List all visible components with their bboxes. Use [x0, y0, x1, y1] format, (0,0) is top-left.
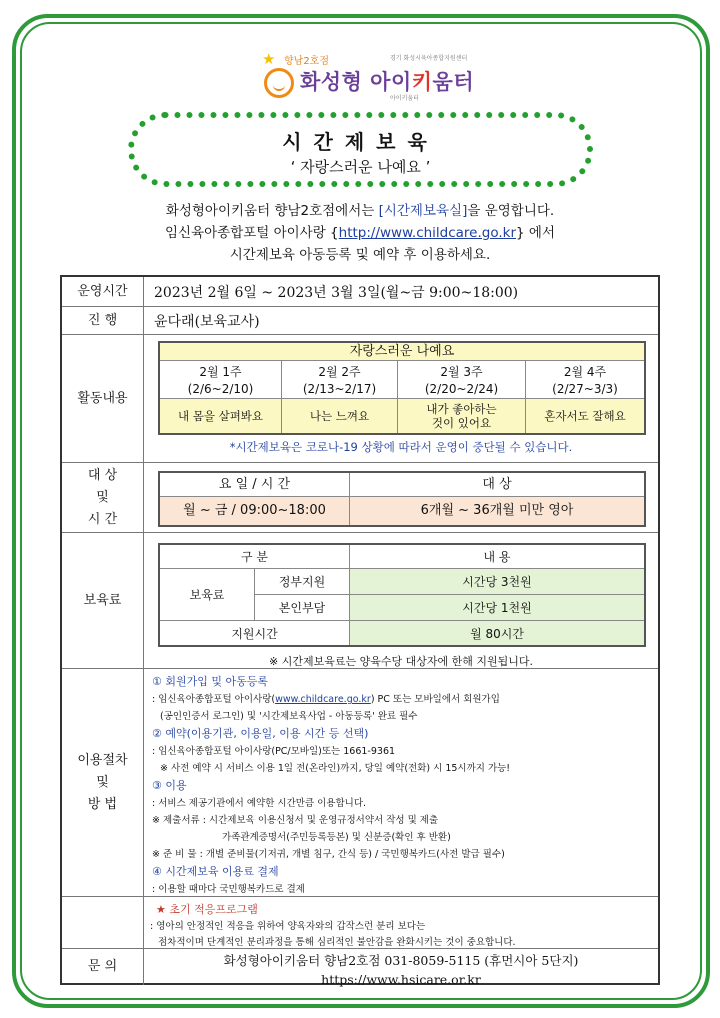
logo-tagline: 경기 화성시육아종합지원센터 [390, 55, 468, 62]
fee-label: 보육료 [62, 533, 144, 668]
fee-cat: 보육료 [160, 569, 255, 621]
logo-sub: 아이키움터 [390, 95, 419, 102]
logo-name: 화성형 아이키움터 [300, 70, 475, 94]
activity-value [144, 335, 658, 462]
step-1: ① 회원가입 및 아동등록 [152, 675, 268, 688]
row-fee [62, 533, 658, 669]
adapt-value [144, 897, 658, 948]
row-activity [62, 335, 658, 463]
topic-cell: 내가 좋아하는 것이 있어요 [398, 399, 526, 433]
row-hours [62, 277, 658, 307]
topic-cell: 내 몸을 살펴봐요 [160, 399, 282, 433]
info-table [60, 275, 660, 985]
adapt-line-2: 점차적이며 단계적인 분리과정을 통해 심리적인 불안감을 완화시키는 것이 중요합니다. [158, 937, 516, 948]
hours-label: 운영시간 [62, 277, 144, 306]
row-target [62, 463, 658, 533]
logo-branch: 향남2호점 [284, 56, 330, 67]
row-procedure [62, 669, 658, 897]
fee-gov-value: 시간당 3천원 [350, 569, 644, 595]
target-table [158, 471, 646, 527]
covid-note: *시간제보육은 코로나-19 상황에 따라서 운영이 중단될 수 있습니다. [229, 440, 573, 454]
step-4-desc: : 이용할 때마다 국민행복카드로 결제 [152, 884, 305, 895]
fee-self: 본인부담 [255, 595, 350, 621]
target-head-target: 대 상 [350, 473, 644, 497]
contact-value [144, 949, 658, 985]
target-head-time: 요 일 / 시 간 [160, 473, 350, 497]
fee-support: 지원시간 [160, 621, 350, 645]
target-label: 대 상 및 시 간 [62, 463, 144, 532]
target-value [144, 463, 658, 532]
step-2: ② 예약(이용기관, 이용일, 이용 시간 등 선택) [152, 727, 369, 740]
week-cell: 2월 4주 (2/27~3/3) [526, 361, 644, 399]
target-time: 월 ~ 금 / 09:00~18:00 [160, 497, 350, 525]
topic-cell: 혼자서도 잘해요 [526, 399, 644, 433]
staff-value: 윤다래(보육교사) [154, 313, 260, 330]
step-1-desc-2: (공인인증서 로그인) 및 '시간제보육사업 - 아동등록' 완료 필수 [160, 711, 418, 722]
step-2-note: ※ 사전 예약 시 서비스 이용 1일 전(온라인)까지, 당일 예약(전화) 시 15시까지 가능! [160, 763, 511, 774]
row-staff [62, 307, 658, 335]
logo [262, 52, 492, 106]
hours-value: 2023년 2월 6일 ~ 2023년 3월 3일(월~금 9:00~18:00) [154, 284, 519, 301]
adapt-title: ★ 초기 적응프로그램 [156, 903, 258, 916]
staff-label: 진 행 [62, 307, 144, 334]
fee-gov: 정부지원 [255, 569, 350, 595]
smile-icon [264, 68, 294, 98]
step-1-desc: : 임신육아종합포털 아이사랑(www.childcare.go.kr) PC 또는 모바일에서 회원가입 [152, 694, 500, 705]
step-3-desc: : 서비스 제공기관에서 예약한 시간만큼 이용합니다. [152, 798, 367, 809]
page-subtitle: ‘ 자랑스러운 나예요 ’ [290, 158, 431, 176]
week-cell: 2월 1주 (2/6~2/10) [160, 361, 282, 399]
fee-support-value: 월 80시간 [350, 621, 644, 645]
row-contact [62, 949, 658, 985]
childcare-link[interactable]: http://www.childcare.go.kr [338, 225, 517, 241]
step-3: ③ 이용 [152, 779, 187, 792]
week-cell: 2월 2주 (2/13~2/17) [282, 361, 398, 399]
topic-cell: 나는 느껴요 [282, 399, 398, 433]
procedure-value [144, 669, 658, 896]
star-icon: ★ [262, 50, 276, 68]
fee-table [158, 543, 646, 647]
activity-label: 활동내용 [62, 335, 144, 462]
step-3-docs-2: 가족관계증명서(주민등록등본) 및 신분증(확인 후 반환) [222, 832, 451, 843]
activity-header: 자랑스러운 나예요 [160, 343, 644, 361]
contact-label: 문 의 [62, 949, 144, 985]
homepage-link[interactable]: https://www.hsicare.or.kr [321, 972, 481, 987]
fee-value [144, 533, 658, 668]
fee-head-cat: 구 분 [160, 545, 350, 569]
fee-note: ※ 시간제보육료는 양육수당 대상자에 한해 지원됩니다. [269, 655, 533, 668]
adapt-program [150, 901, 516, 951]
target-age: 6개월 ~ 36개월 미만 영아 [350, 497, 644, 525]
step-4: ④ 시간제보육 이용료 결제 [152, 865, 279, 878]
procedure-steps [152, 673, 510, 898]
title-box [128, 112, 593, 187]
procedure-label: 이용절차 및 방 법 [62, 669, 144, 896]
step-3-items: ※ 준 비 물 : 개별 준비물(기저귀, 개별 침구, 간식 등) / 국민행복카드(사전 발급 필수) [152, 849, 505, 860]
row-adapt [62, 897, 658, 949]
fee-self-value: 시간당 1천원 [350, 595, 644, 621]
week-cell: 2월 3주 (2/20~2/24) [398, 361, 526, 399]
adapt-line-1: : 영아의 안정적인 적응을 위하여 양육자와의 갑작스런 분리 보다는 [150, 921, 426, 932]
step-3-docs: ※ 제출서류 : 시간제보육 이용신청서 및 운영규정서약서 작성 및 제출 [152, 815, 439, 826]
activity-table [158, 341, 646, 435]
fee-head-content: 내 용 [350, 545, 644, 569]
contact-text: 화성형아이키움터 향남2호점 031-8059-5115 (휴먼시아 5단지) https://www.hsicare.or.kr [144, 951, 658, 989]
adapt-label [62, 897, 144, 948]
intro-text: 화성형아이키움터 향남2호점에서는 [시간제보육실]을 운영합니다. 임신육아종합포털 아이사랑 {http://www.childcare.go.kr} 에서 시간제보육 아동등록 및 예약 후 이용하세요. [164, 203, 556, 263]
step-2-desc: : 임신육아종합포털 아이사랑(PC/모바일)또는 1661-9361 [152, 746, 396, 757]
page-title: 시간제보육 [282, 130, 439, 154]
childcare-link-2[interactable]: www.childcare.go.kr [275, 694, 371, 705]
